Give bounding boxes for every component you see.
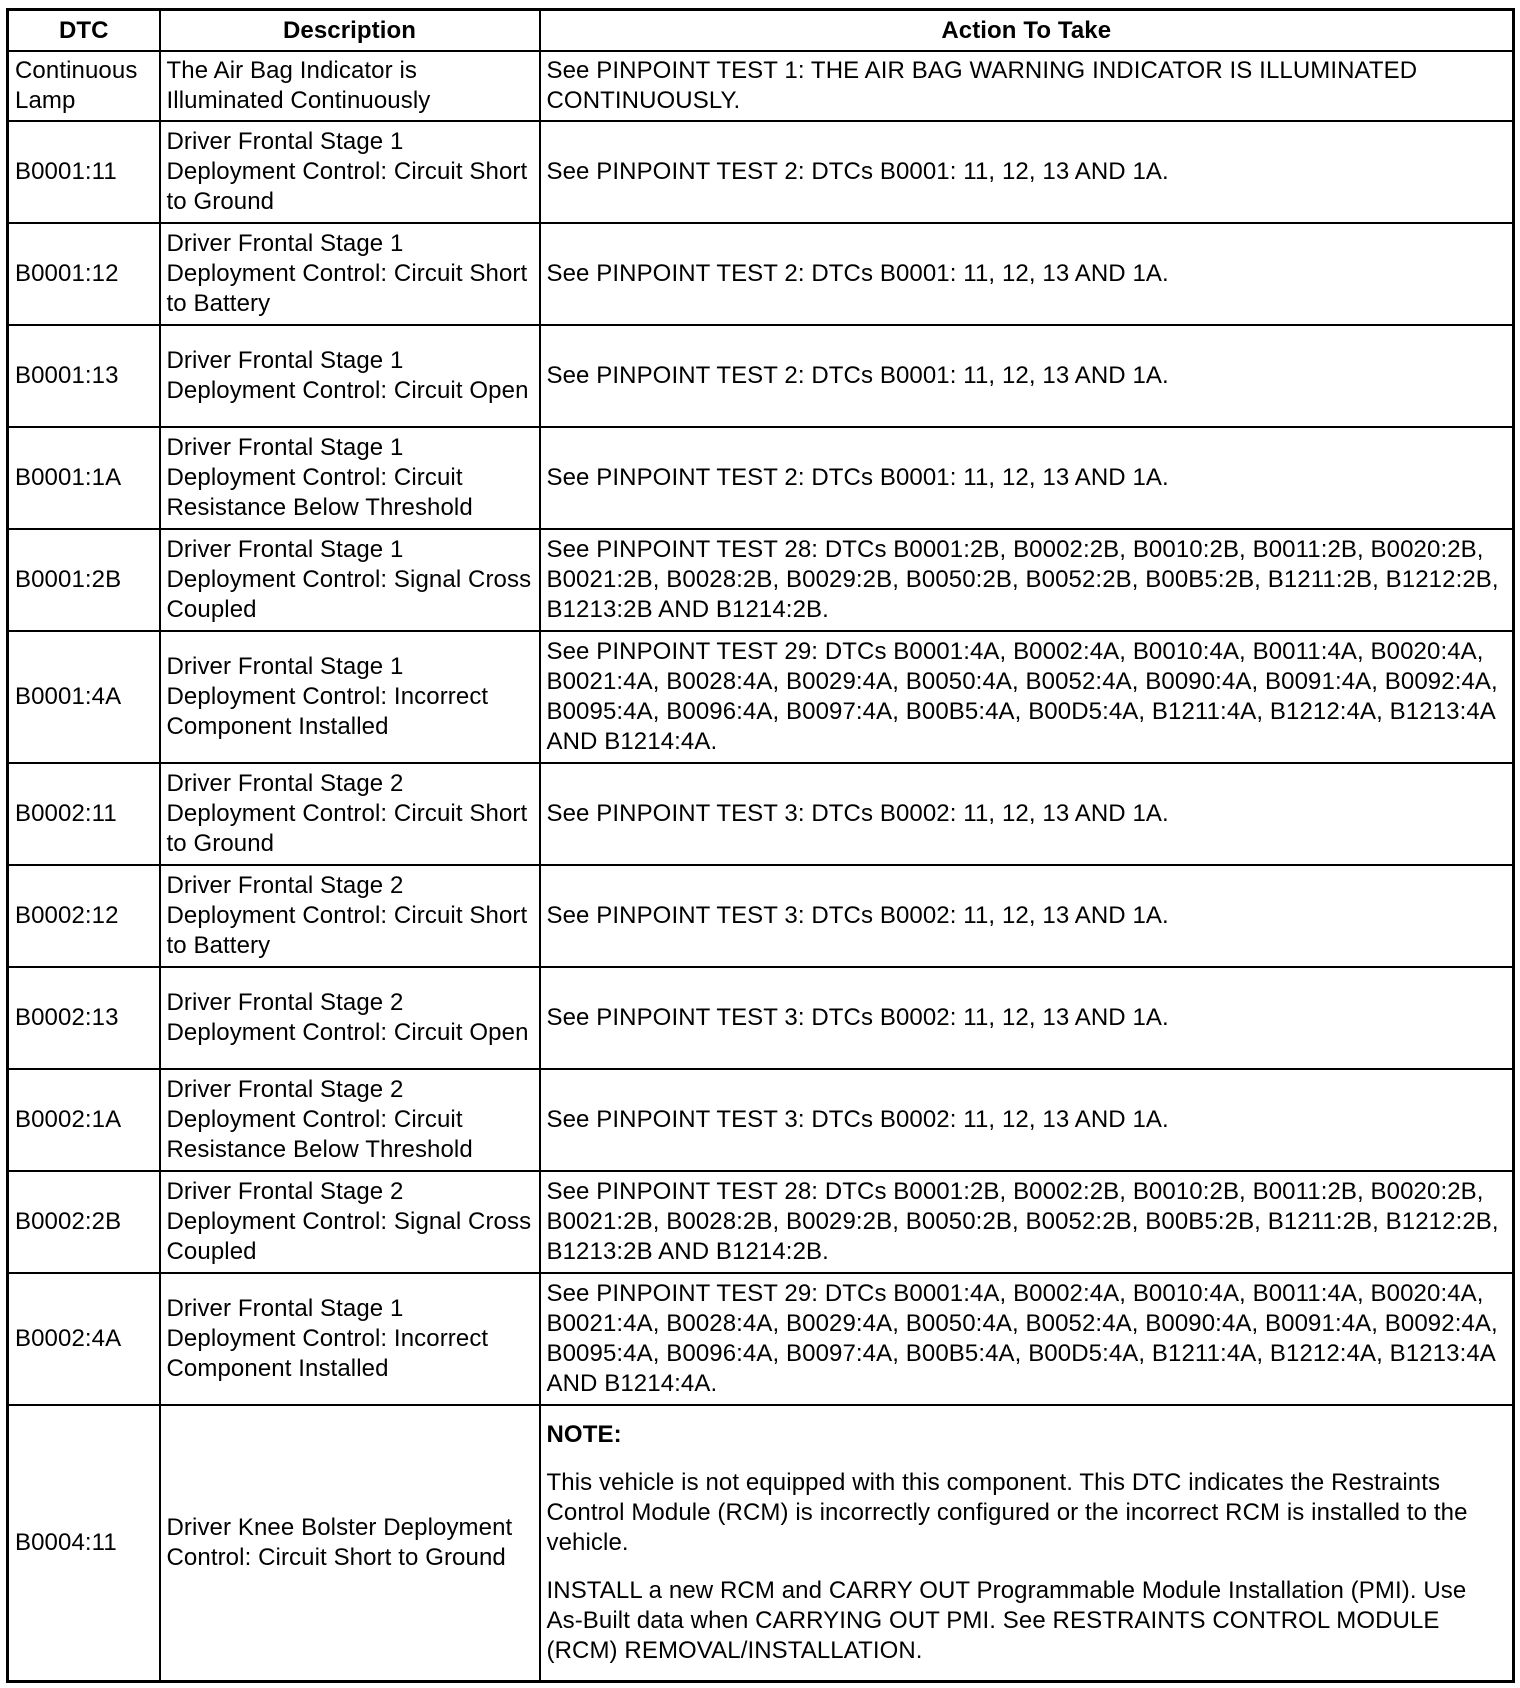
note-paragraph: INSTALL a new RCM and CARRY OUT Programmable Module Installation (PMI). Use As-Built data when CARRYING OUT PMI. See RESTRAINTS CONTROL MODULE (RCM) REMOVAL/INSTALLATION. bbox=[546, 1576, 1467, 1664]
action-cell: See PINPOINT TEST 3: DTCs B0002: 11, 12, 13 AND 1A. bbox=[540, 967, 1514, 1069]
header-action: Action To Take bbox=[540, 10, 1514, 52]
table-row bbox=[8, 763, 1514, 865]
description-cell: Driver Frontal Stage 1 Deployment Control: Signal Cross Coupled bbox=[160, 529, 540, 631]
header-description: Description bbox=[160, 10, 540, 52]
table-header-row bbox=[8, 10, 1514, 52]
description-cell: Driver Frontal Stage 1 Deployment Control: Incorrect Component Installed bbox=[160, 1273, 540, 1405]
description-cell: Driver Knee Bolster Deployment Control: Circuit Short to Ground bbox=[160, 1405, 540, 1681]
action-cell bbox=[540, 1405, 1514, 1681]
dtc-cell: B0001:13 bbox=[8, 325, 160, 427]
description-cell: Driver Frontal Stage 1 Deployment Control: Circuit Open bbox=[160, 325, 540, 427]
description-cell: Driver Frontal Stage 2 Deployment Control: Circuit Open bbox=[160, 967, 540, 1069]
table-row bbox=[8, 325, 1514, 427]
dtc-cell: B0002:11 bbox=[8, 763, 160, 865]
description-cell: Driver Frontal Stage 1 Deployment Control: Circuit Short to Ground bbox=[160, 121, 540, 223]
dtc-cell: B0001:12 bbox=[8, 223, 160, 325]
action-cell: See PINPOINT TEST 3: DTCs B0002: 11, 12, 13 AND 1A. bbox=[540, 1069, 1514, 1171]
dtc-cell: B0001:2B bbox=[8, 529, 160, 631]
table-row bbox=[8, 1171, 1514, 1273]
action-cell: See PINPOINT TEST 2: DTCs B0001: 11, 12, 13 AND 1A. bbox=[540, 325, 1514, 427]
dtc-cell: B0002:4A bbox=[8, 1273, 160, 1405]
header-dtc: DTC bbox=[8, 10, 160, 52]
action-cell: See PINPOINT TEST 1: THE AIR BAG WARNING INDICATOR IS ILLUMINATED CONTINUOUSLY. bbox=[540, 51, 1514, 121]
action-cell: See PINPOINT TEST 3: DTCs B0002: 11, 12, 13 AND 1A. bbox=[540, 763, 1514, 865]
action-cell: See PINPOINT TEST 29: DTCs B0001:4A, B0002:4A, B0010:4A, B0011:4A, B0020:4A, B0021:4A, B0028:4A, B0029:4A, B0050:4A, B0052:4A, B0090:4A, B0091:4A, B0092:4A, B0095:4A, B0096:4A, B0097:4A, B00B5:4A, B00D5:4A, B1211:4A, B1212:4A, B1213:4A AND B1214:4A. bbox=[540, 1273, 1514, 1405]
action-cell: See PINPOINT TEST 29: DTCs B0001:4A, B0002:4A, B0010:4A, B0011:4A, B0020:4A, B0021:4A, B0028:4A, B0029:4A, B0050:4A, B0052:4A, B0090:4A, B0091:4A, B0092:4A, B0095:4A, B0096:4A, B0097:4A, B00B5:4A, B00D5:4A, B1211:4A, B1212:4A, B1213:4A AND B1214:4A. bbox=[540, 631, 1514, 763]
description-cell: Driver Frontal Stage 2 Deployment Control: Circuit Short to Ground bbox=[160, 763, 540, 865]
table-row bbox=[8, 1069, 1514, 1171]
action-cell: See PINPOINT TEST 3: DTCs B0002: 11, 12, 13 AND 1A. bbox=[540, 865, 1514, 967]
table-row bbox=[8, 51, 1514, 121]
action-cell: See PINPOINT TEST 2: DTCs B0001: 11, 12, 13 AND 1A. bbox=[540, 121, 1514, 223]
description-cell: Driver Frontal Stage 2 Deployment Control: Signal Cross Coupled bbox=[160, 1171, 540, 1273]
action-cell: See PINPOINT TEST 2: DTCs B0001: 11, 12, 13 AND 1A. bbox=[540, 223, 1514, 325]
note-title: NOTE: bbox=[546, 1420, 622, 1448]
table-row bbox=[8, 865, 1514, 967]
table-row bbox=[8, 121, 1514, 223]
description-cell: Driver Frontal Stage 1 Deployment Control: Circuit Short to Battery bbox=[160, 223, 540, 325]
dtc-table bbox=[6, 8, 1515, 1683]
dtc-cell: B0004:11 bbox=[8, 1405, 160, 1681]
table-row bbox=[8, 529, 1514, 631]
description-cell: Driver Frontal Stage 1 Deployment Control: Circuit Resistance Below Threshold bbox=[160, 427, 540, 529]
action-cell: See PINPOINT TEST 2: DTCs B0001: 11, 12, 13 AND 1A. bbox=[540, 427, 1514, 529]
dtc-cell: B0001:4A bbox=[8, 631, 160, 763]
dtc-cell: B0002:13 bbox=[8, 967, 160, 1069]
dtc-cell: B0001:11 bbox=[8, 121, 160, 223]
dtc-cell: B0002:12 bbox=[8, 865, 160, 967]
description-cell: Driver Frontal Stage 2 Deployment Control: Circuit Resistance Below Threshold bbox=[160, 1069, 540, 1171]
table-row bbox=[8, 631, 1514, 763]
note-paragraph: This vehicle is not equipped with this component. This DTC indicates the Restraints Control Module (RCM) is incorrectly configured or the incorrect RCM is installed to the vehicle. bbox=[546, 1468, 1468, 1556]
table-row bbox=[8, 967, 1514, 1069]
table-row bbox=[8, 223, 1514, 325]
dtc-cell: B0002:1A bbox=[8, 1069, 160, 1171]
table-row bbox=[8, 1273, 1514, 1405]
description-cell: Driver Frontal Stage 2 Deployment Control: Circuit Short to Battery bbox=[160, 865, 540, 967]
dtc-cell: Continuous Lamp bbox=[8, 51, 160, 121]
action-cell: See PINPOINT TEST 28: DTCs B0001:2B, B0002:2B, B0010:2B, B0011:2B, B0020:2B, B0021:2B, B0028:2B, B0029:2B, B0050:2B, B0052:2B, B00B5:2B, B1211:2B, B1212:2B, B1213:2B AND B1214:2B. bbox=[540, 529, 1514, 631]
description-cell: The Air Bag Indicator is Illuminated Continuously bbox=[160, 51, 540, 121]
dtc-cell: B0001:1A bbox=[8, 427, 160, 529]
table-row bbox=[8, 427, 1514, 529]
table-row bbox=[8, 1405, 1514, 1681]
action-cell: See PINPOINT TEST 28: DTCs B0001:2B, B0002:2B, B0010:2B, B0011:2B, B0020:2B, B0021:2B, B0028:2B, B0029:2B, B0050:2B, B0052:2B, B00B5:2B, B1211:2B, B1212:2B, B1213:2B AND B1214:2B. bbox=[540, 1171, 1514, 1273]
dtc-cell: B0002:2B bbox=[8, 1171, 160, 1273]
description-cell: Driver Frontal Stage 1 Deployment Control: Incorrect Component Installed bbox=[160, 631, 540, 763]
